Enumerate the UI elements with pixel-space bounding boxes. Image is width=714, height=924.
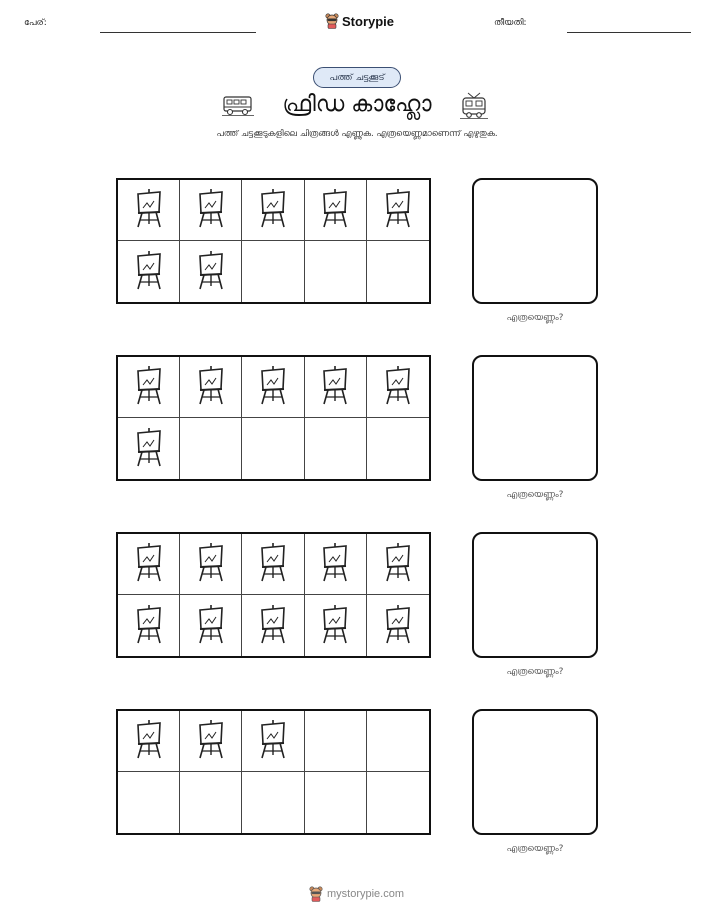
frame-cell: [180, 418, 242, 479]
worksheet-tag: പത്ത് ചട്ടക്കൂട്: [313, 67, 401, 88]
answer-label-1: എത്രയെണ്ണം?: [506, 313, 564, 323]
easel-icon: [383, 542, 413, 586]
ten-frame-1: [116, 178, 431, 304]
frame-cell: [180, 357, 242, 418]
frame-cell: [242, 180, 304, 241]
easel-icon: [196, 250, 226, 294]
easel-icon: [320, 365, 350, 409]
frame-cell: [305, 357, 367, 418]
answer-label-2: എത്രയെണ്ണം?: [506, 490, 564, 500]
easel-icon: [320, 604, 350, 648]
ten-frame-2: [116, 355, 431, 481]
brand-logo: [325, 13, 394, 29]
frame-cell: [305, 534, 367, 595]
easel-icon: [196, 188, 226, 232]
bear-mascot-icon: [309, 886, 323, 902]
frame-cell: [367, 357, 429, 418]
easel-icon: [134, 250, 164, 294]
frame-cell: [118, 534, 180, 595]
easel-icon: [196, 542, 226, 586]
date-label: തീയതി:: [494, 18, 527, 28]
frame-cell: [305, 241, 367, 302]
easel-icon: [134, 604, 164, 648]
answer-label-3: എത്രയെണ്ണം?: [506, 667, 564, 677]
frame-cell: [180, 241, 242, 302]
easel-icon: [383, 188, 413, 232]
answer-box-2[interactable]: [472, 355, 598, 481]
answer-box-1[interactable]: [472, 178, 598, 304]
worksheet-title: ഫ്രിഡ കാഹ്ലോ: [282, 92, 432, 117]
answer-box-3[interactable]: [472, 532, 598, 658]
frame-cell: [305, 772, 367, 833]
frame-cell: [180, 534, 242, 595]
easel-icon: [383, 365, 413, 409]
frame-cell: [180, 711, 242, 772]
frame-cell: [118, 241, 180, 302]
frame-cell: [180, 595, 242, 656]
name-line[interactable]: [100, 32, 256, 33]
easel-icon: [134, 542, 164, 586]
footer: [309, 886, 404, 902]
frame-cell: [242, 772, 304, 833]
easel-icon: [258, 365, 288, 409]
bear-mascot-icon: [325, 13, 339, 29]
frame-cell: [367, 711, 429, 772]
footer-url: mystorypie.com: [327, 888, 405, 900]
easel-icon: [196, 719, 226, 763]
name-label: പേര്:: [24, 18, 47, 28]
worksheet-instruction: പത്ത് ചട്ടക്കൂടുകളിലെ ചിത്രങ്ങൾ എണ്ണുക. എത്രയെണ്ണമാണെന്ന് എഴുതുക.: [216, 129, 498, 139]
frame-cell: [367, 595, 429, 656]
easel-icon: [134, 427, 164, 471]
easel-icon: [134, 719, 164, 763]
frame-cell: [367, 534, 429, 595]
frame-cell: [180, 772, 242, 833]
easel-icon: [134, 188, 164, 232]
answer-box-4[interactable]: [472, 709, 598, 835]
easel-icon: [383, 604, 413, 648]
easel-icon: [258, 542, 288, 586]
frame-cell: [242, 711, 304, 772]
frame-cell: [367, 180, 429, 241]
frame-cell: [118, 595, 180, 656]
frame-cell: [305, 418, 367, 479]
ten-frame-4: [116, 709, 431, 835]
frame-cell: [367, 418, 429, 479]
frame-cell: [367, 241, 429, 302]
date-line[interactable]: [567, 32, 691, 33]
easel-icon: [196, 365, 226, 409]
ten-frame-3: [116, 532, 431, 658]
frame-cell: [242, 357, 304, 418]
brand-name: Storypie: [342, 13, 395, 29]
frame-cell: [242, 595, 304, 656]
easel-icon: [320, 542, 350, 586]
easel-icon: [196, 604, 226, 648]
frame-cell: [305, 711, 367, 772]
frame-cell: [180, 180, 242, 241]
easel-icon: [258, 719, 288, 763]
frame-cell: [242, 418, 304, 479]
answer-label-4: എത്രയെണ്ണം?: [506, 844, 564, 854]
trolley-icon: [458, 92, 490, 120]
easel-icon: [258, 188, 288, 232]
easel-icon: [258, 604, 288, 648]
frame-cell: [305, 595, 367, 656]
easel-icon: [134, 365, 164, 409]
frame-cell: [118, 711, 180, 772]
frame-cell: [367, 772, 429, 833]
frame-cell: [118, 357, 180, 418]
frame-cell: [242, 241, 304, 302]
frame-cell: [305, 180, 367, 241]
frame-cell: [118, 180, 180, 241]
frame-cell: [118, 772, 180, 833]
frame-cell: [242, 534, 304, 595]
frame-cell: [118, 418, 180, 479]
easel-icon: [320, 188, 350, 232]
